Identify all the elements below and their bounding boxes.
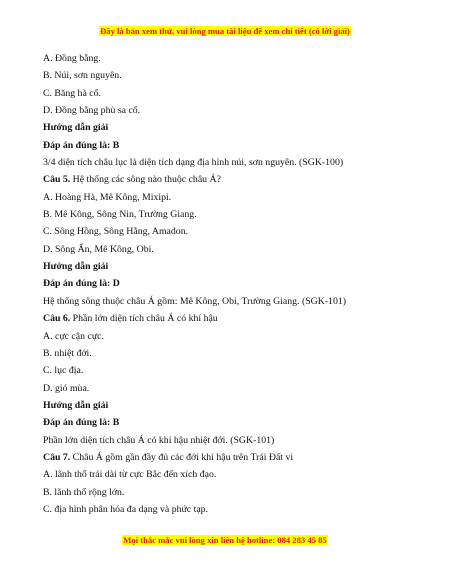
- option-a: A. Hoàng Hà, Mê Kông, Mixipi.: [43, 191, 172, 203]
- explanation: 3/4 diện tích châu lục là diện tích dạng địa hình núi, sơn nguyên. (SGK-100): [43, 157, 344, 169]
- question-6: [43, 310, 433, 327]
- solution-heading: Hướng dẫn giải: [43, 261, 109, 273]
- correct-answer: Đáp án đúng là: B: [43, 139, 120, 151]
- option-a: A. lãnh thổ trải dài từ cực Bắc đến xích đạo.: [43, 469, 217, 481]
- option-c: C. Băng hà cổ.: [43, 87, 101, 99]
- correct-answer: Đáp án đúng là: D: [43, 278, 120, 290]
- hotline-notice-banner: [0, 535, 450, 546]
- question-number: Câu 5.: [43, 174, 71, 186]
- question-7: [43, 449, 433, 466]
- option-a: A. Đồng bằng.: [43, 53, 101, 64]
- option-b: B. Mê Kông, Sông Nin, Trường Giang.: [43, 209, 197, 221]
- question-number: Câu 7.: [43, 451, 71, 463]
- option-b: B. nhiệt đới.: [43, 347, 92, 359]
- question-number: Câu 6.: [43, 313, 71, 325]
- option-c: C. Sông Hồng, Sông Hằng, Amadon.: [43, 226, 189, 238]
- preview-notice-banner: [0, 26, 450, 37]
- question-5: [43, 171, 433, 188]
- explanation: Hệ thống sông thuộc châu Á gồm: Mê Kông, Obi, Trường Giang. (SGK-101): [43, 295, 347, 307]
- option-c: C. địa hình phân hóa đa dạng và phức tạp.: [43, 503, 209, 515]
- solution-heading: Hướng dẫn giải: [43, 122, 109, 134]
- solution-heading: Hướng dẫn giải: [43, 399, 109, 411]
- explanation: Phần lớn diện tích châu Á có khí hậu nhiệt đới. (SGK-101): [43, 434, 275, 446]
- option-c: C. lục địa.: [43, 365, 84, 377]
- document-body: [43, 50, 433, 518]
- question-text: Phần lớn diện tích châu Á có khí hậu: [70, 313, 218, 325]
- question-text: Châu Á gồm gần đầy đủ các đới khí hậu trên Trái Đất vì: [70, 451, 294, 463]
- question-text: Hệ thống các sông nào thuộc châu Á?: [70, 174, 221, 186]
- option-d: D. gió mùa.: [43, 382, 90, 394]
- option-d: D. Đồng bằng phù sa cổ.: [43, 105, 141, 117]
- option-d: D. Sông Ấn, Mê Kông, Obi.: [43, 243, 154, 255]
- preview-notice-text: Đây là bản xem thử, vui lòng mua tài liệu để xem chi tiết (có lời giải): [100, 26, 350, 36]
- option-b: B. lãnh thổ rộng lớn.: [43, 486, 125, 498]
- option-a: A. cực cận cực.: [43, 330, 104, 342]
- option-b: B. Núi, sơn nguyên.: [43, 70, 122, 82]
- correct-answer: Đáp án đúng là: B: [43, 417, 120, 429]
- hotline-notice-text: Mọi thắc mắc vui lòng xin liên hệ hotline: 084 283 45 85: [123, 535, 327, 545]
